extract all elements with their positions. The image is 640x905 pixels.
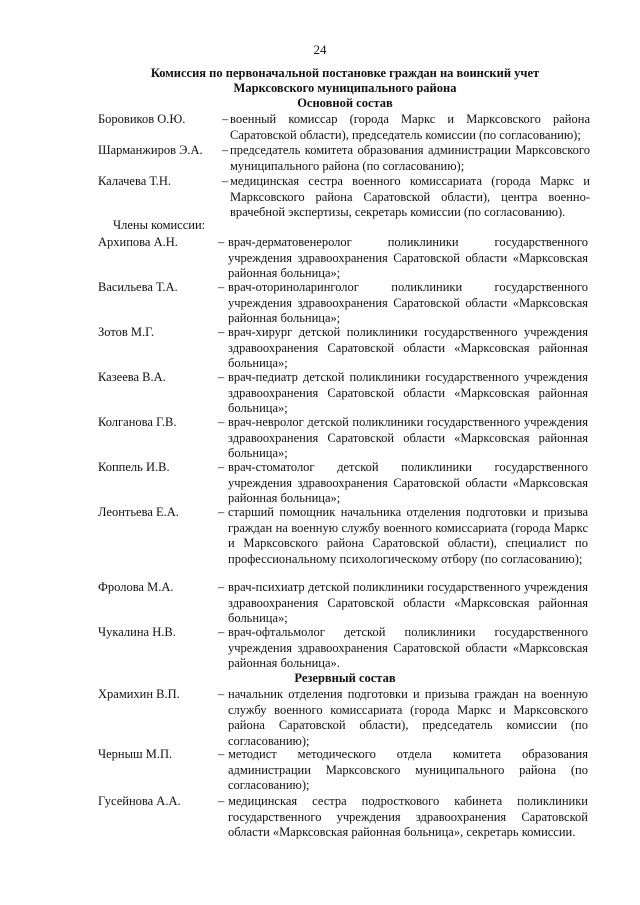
dash: – — [218, 460, 225, 474]
member-name: Калачева Т.Н. — [98, 174, 172, 188]
member-position: методист методического отдела комитета образования администрации Марксовского муниципального района (по согласованию); — [228, 747, 588, 792]
member-name: Черныш М.П. — [98, 747, 173, 761]
member-name: Храмихин В.П. — [98, 687, 180, 701]
page-number: 24 — [313, 42, 327, 57]
member-position: врач-офтальмолог детской поликлиники государственного учреждения здравоохранения Саратовской области «Марксовская районная больница». — [228, 625, 588, 670]
member-position: медицинская сестра подросткового кабинета поликлиники государственного учреждения здравоохранения Саратовской области «Марксовская районная больница», секретарь комиссии. — [228, 794, 588, 839]
dash: – — [218, 370, 225, 384]
member-position: председатель комитета образования администрации Марксовского муниципального района (по согласованию); — [230, 143, 590, 173]
dash: – — [218, 415, 225, 429]
member-position: врач-психиатр детской поликлиники государственного учреждения здравоохранения Саратовской области «Марксовская районная больница»; — [228, 580, 588, 625]
member-name: Боровиков О.Ю. — [98, 112, 186, 126]
member-name: Зотов М.Г. — [98, 325, 155, 339]
dash: – — [218, 280, 225, 294]
title-line-2: Марксовского муниципального района — [233, 81, 457, 95]
member-position: врач-дерматовенеролог поликлиники государственного учреждения здравоохранения Саратовской области «Марксовская районная больница»; — [228, 235, 588, 280]
member-position: врач-педиатр детской поликлиники государственного учреждения здравоохранения Саратовской области «Марксовская районная больница»; — [228, 370, 588, 415]
member-name: Коппель И.В. — [98, 460, 170, 474]
dash: – — [218, 794, 225, 808]
title-line-1: Комиссия по первоначальной постановке граждан на воинский учет — [150, 66, 540, 80]
member-name: Шарманжиров Э.А. — [98, 143, 203, 157]
member-name: Чукалина Н.В. — [98, 625, 176, 639]
members-label: Члены комиссии: — [113, 218, 206, 232]
dash: – — [222, 143, 229, 157]
document-title — [100, 66, 590, 96]
dash: – — [218, 505, 225, 519]
member-position: врач-стоматолог детской поликлиники государственного учреждения здравоохранения Саратовской области «Марксовская районная больница»; — [228, 460, 588, 505]
member-name: Леонтьева Е.А. — [98, 505, 179, 519]
member-position: старший помощник начальника отделения подготовки и призыва граждан на военную службу военного комиссариата (города Маркс и Марксовского района Саратовской области), специалист по профессиональному психологическому отбору (по согласованию); — [228, 505, 588, 566]
dash: – — [218, 747, 225, 761]
dash: – — [222, 112, 229, 126]
member-position: начальник отделения подготовки и призыва граждан на военную службу военного комиссариата (города Маркс и Марксовского района Саратовской области), председатель комиссии (по согласованию); — [228, 687, 588, 748]
member-name: Фролова М.А. — [98, 580, 174, 594]
member-position: врач-оториноларинголог поликлиники государственного учреждения здравоохранения Саратовской области «Марксовская районная больница»; — [228, 280, 588, 325]
member-position: военный комиссар (города Маркс и Марксовского района Саратовской области), председатель комиссии (по согласованию); — [230, 112, 590, 142]
member-name: Гусейнова А.А. — [98, 794, 181, 808]
dash: – — [218, 687, 225, 701]
member-position: медицинская сестра военного комиссариата (города Маркс и Марксовского района Саратовской области), центра военно-врачебной экспертизы, секретарь комиссии (по согласованию). — [230, 174, 590, 219]
member-name: Колганова Г.В. — [98, 415, 177, 429]
main-composition-heading: Основной состав — [297, 96, 393, 110]
member-name: Васильева Т.А. — [98, 280, 178, 294]
member-position: врач-хирург детской поликлиники государственного учреждения здравоохранения Саратовской области «Марксовская районная больница»; — [228, 325, 588, 370]
member-name: Казеева В.А. — [98, 370, 166, 384]
member-position: врач-невролог детской поликлиники государственного учреждения здравоохранения Саратовской области «Марксовская районная больница»; — [228, 415, 588, 460]
dash: – — [218, 325, 225, 339]
reserve-composition-heading: Резервный состав — [294, 671, 396, 685]
dash: – — [218, 625, 225, 639]
dash: – — [218, 580, 225, 594]
dash: – — [222, 174, 229, 188]
member-name: Архипова А.Н. — [98, 235, 178, 249]
dash: – — [218, 235, 225, 249]
